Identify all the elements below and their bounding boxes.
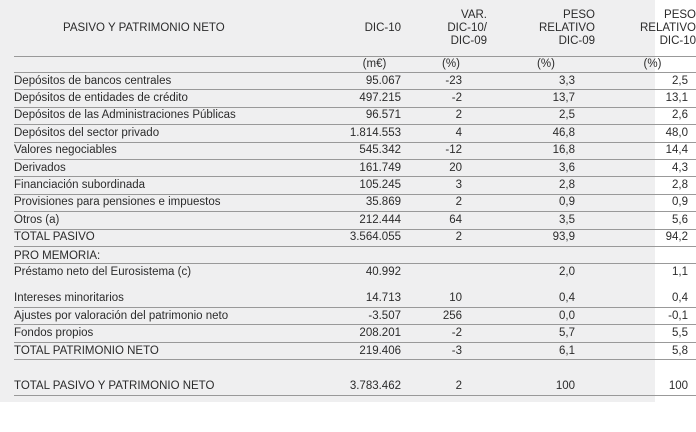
row-var: 2 xyxy=(401,229,487,246)
empty-cell xyxy=(595,246,696,263)
empty-cell xyxy=(595,281,696,291)
row-var: 256 xyxy=(401,308,487,325)
header-concept: PASIVO Y PATRIMONIO NETO xyxy=(14,0,328,57)
row-var: 64 xyxy=(401,212,487,229)
header-peso09-line1: PESO xyxy=(563,8,595,21)
table-row xyxy=(14,73,696,90)
units-var: (%) xyxy=(401,57,487,73)
header-peso10-line2: RELATIVO xyxy=(639,21,696,34)
row-label: TOTAL PASIVO Y PATRIMONIO NETO xyxy=(14,378,328,395)
header-peso-09 xyxy=(487,0,595,57)
row-label: Depósitos de las Administraciones Públicas xyxy=(14,107,328,124)
row-dic10: 161.749 xyxy=(328,159,401,176)
memoria-title-row xyxy=(14,246,696,263)
row-p09: 3,6 xyxy=(487,159,595,176)
empty-cell xyxy=(14,281,328,291)
row-label: Fondos propios xyxy=(14,325,328,342)
empty-cell xyxy=(14,360,328,379)
row-var: -2 xyxy=(401,325,487,342)
row-var xyxy=(401,264,487,281)
row-label: Depósitos del sector privado xyxy=(14,125,328,142)
empty-cell xyxy=(401,246,487,263)
row-dic10: 40.992 xyxy=(365,265,401,278)
header-var xyxy=(401,0,487,57)
table-row xyxy=(14,107,696,124)
table-row xyxy=(14,159,696,176)
header-var-line2: DIC-10/ xyxy=(447,21,487,34)
row-p10: 0,9 xyxy=(595,194,696,211)
row-p09: 3,3 xyxy=(487,73,595,90)
row-label: Depósitos de bancos centrales xyxy=(14,73,328,90)
row-dic10: 105.245 xyxy=(328,177,401,194)
table-row xyxy=(14,194,696,211)
spacer-row xyxy=(14,281,696,291)
units-p10: (%) xyxy=(595,57,696,73)
row-label: Financiación subordinada xyxy=(14,177,328,194)
row-label: Valores negociables xyxy=(14,142,328,159)
header-peso-10 xyxy=(595,0,696,57)
empty-cell xyxy=(487,246,595,263)
table-row xyxy=(14,308,696,325)
row-label: Derivados xyxy=(14,159,328,176)
row-p09: 0,9 xyxy=(487,194,595,211)
row-var: 4 xyxy=(401,125,487,142)
row-dic10: 95.067 xyxy=(328,73,401,90)
units-p09: (%) xyxy=(487,57,595,73)
row-label: TOTAL PATRIMONIO NETO xyxy=(14,342,328,359)
header-row xyxy=(14,0,696,57)
row-p10: 2,8 xyxy=(595,177,696,194)
grand-total-row xyxy=(14,378,696,395)
table-row xyxy=(14,291,696,308)
row-var: 2 xyxy=(401,378,487,395)
row-p10: 14,4 xyxy=(595,142,696,159)
header-var-line3: DIC-09 xyxy=(450,34,487,47)
total-patrimonio-row xyxy=(14,342,696,359)
row-p10: -0,1 xyxy=(595,308,696,325)
empty-cell xyxy=(401,281,487,291)
row-dic10: 545.342 xyxy=(328,142,401,159)
row-p09: 3,5 xyxy=(487,212,595,229)
empty-cell xyxy=(328,246,401,263)
row-p09: 0,4 xyxy=(487,291,595,308)
memoria-row xyxy=(14,264,696,281)
table-row xyxy=(14,142,696,159)
row-dic10: 208.201 xyxy=(328,325,401,342)
header-peso09-line2: RELATIVO xyxy=(538,21,595,34)
row-p09: 13,7 xyxy=(487,90,595,107)
row-p10: 4,3 xyxy=(595,159,696,176)
row-label: Ajustes por valoración del patrimonio neto xyxy=(14,308,328,325)
row-var: -12 xyxy=(401,142,487,159)
row-label: Provisiones para pensiones e impuestos xyxy=(14,194,328,211)
row-p10: 94,2 xyxy=(595,229,696,246)
row-p10: 100 xyxy=(595,378,696,395)
table-row xyxy=(14,125,696,142)
empty-cell xyxy=(328,281,401,291)
row-p09: 93,9 xyxy=(487,229,595,246)
row-label: TOTAL PASIVO xyxy=(14,229,328,246)
balance-table xyxy=(14,0,696,396)
header-dic10: DIC-10 xyxy=(328,0,401,57)
row-label: Intereses minoritarios xyxy=(14,291,328,308)
row-p09: 46,8 xyxy=(487,125,595,142)
row-var: -3 xyxy=(401,342,487,359)
memoria-title: PRO MEMORIA: xyxy=(14,246,328,263)
table-row xyxy=(14,177,696,194)
row-p10: 2,5 xyxy=(595,73,696,90)
row-var: 3 xyxy=(401,177,487,194)
row-label: Otros (a) xyxy=(14,212,328,229)
row-dic10: 96.571 xyxy=(328,107,401,124)
row-dic10: 35.869 xyxy=(328,194,401,211)
empty-cell xyxy=(401,360,487,379)
header-var-line1: VAR. xyxy=(461,8,487,21)
row-dic10: 14.713 xyxy=(328,291,401,308)
empty-cell xyxy=(328,360,401,379)
row-p09: 2,0 xyxy=(559,265,575,278)
total-pasivo-row xyxy=(14,229,696,246)
row-p10: 5,6 xyxy=(595,212,696,229)
row-p10: 48,0 xyxy=(595,125,696,142)
row-dic10: 497.215 xyxy=(328,90,401,107)
row-var: -23 xyxy=(401,73,487,90)
empty-cell xyxy=(487,360,595,379)
row-p09: 100 xyxy=(487,378,595,395)
table-row xyxy=(14,212,696,229)
row-var: 2 xyxy=(401,107,487,124)
units-dic10: (m€) xyxy=(328,57,401,73)
row-dic10: 3.564.055 xyxy=(328,229,401,246)
empty-cell xyxy=(595,360,696,379)
units-empty xyxy=(14,57,328,73)
row-var: 2 xyxy=(401,194,487,211)
row-p10: 0,4 xyxy=(595,291,696,308)
row-var: 10 xyxy=(401,291,487,308)
row-var: 20 xyxy=(401,159,487,176)
row-p10: 5,5 xyxy=(595,325,696,342)
row-dic10: 212.444 xyxy=(328,212,401,229)
row-p09: 6,1 xyxy=(487,342,595,359)
row-dic10: -3.507 xyxy=(328,308,401,325)
row-dic10: 219.406 xyxy=(328,342,401,359)
table-row xyxy=(14,90,696,107)
row-dic10: 1.814.553 xyxy=(328,125,401,142)
units-row xyxy=(14,57,696,73)
row-p10: 13,1 xyxy=(595,90,696,107)
table-row xyxy=(14,325,696,342)
row-p10: 1,1 xyxy=(672,265,688,278)
header-peso10-line1: PESO xyxy=(664,8,696,21)
row-p09: 2,8 xyxy=(487,177,595,194)
row-p10: 2,6 xyxy=(595,107,696,124)
row-p10: 5,8 xyxy=(595,342,696,359)
row-p09: 2,5 xyxy=(487,107,595,124)
row-label: Préstamo neto del Eurosistema (c) xyxy=(14,265,192,278)
row-p09: 16,8 xyxy=(487,142,595,159)
row-var: -2 xyxy=(401,90,487,107)
row-p09: 0,0 xyxy=(487,308,595,325)
header-peso09-line3: DIC-09 xyxy=(558,34,595,47)
empty-cell xyxy=(487,281,595,291)
spacer-row xyxy=(14,360,696,379)
header-peso10-line3: DIC-10 xyxy=(659,34,696,47)
row-p09: 5,7 xyxy=(487,325,595,342)
row-dic10: 3.783.462 xyxy=(328,378,401,395)
row-label: Depósitos de entidades de crédito xyxy=(14,90,328,107)
